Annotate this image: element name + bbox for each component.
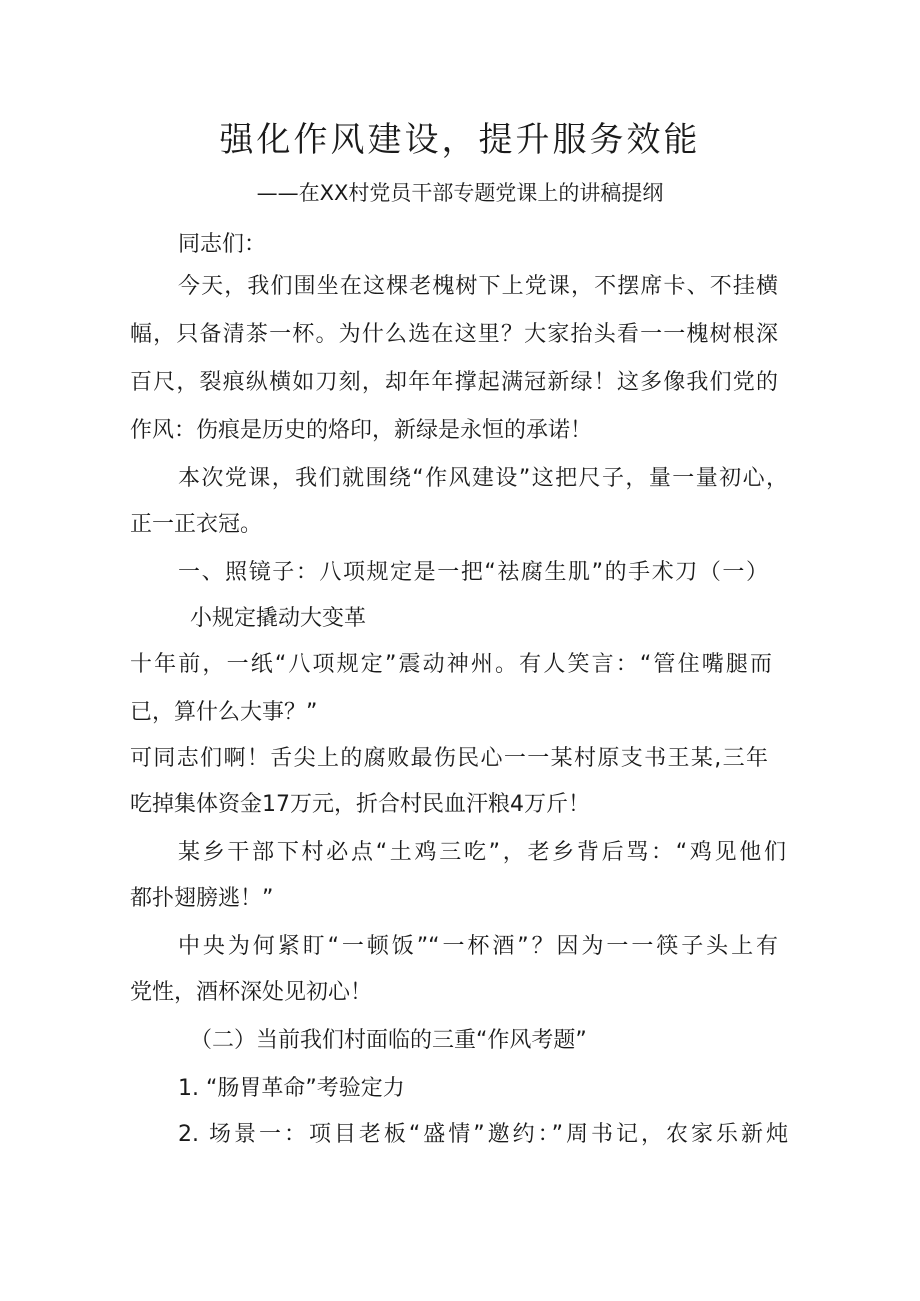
subsection-heading: 小规定撬动大变革 <box>190 606 367 631</box>
paragraph-line: 某乡干部下村必点“土鸡三吃”，老乡背后骂：“鸡见他们 <box>178 840 786 865</box>
list-item: 1. “肠胃革命”考验定力 <box>178 1076 405 1101</box>
paragraph-line: 中央为何紧盯“一顿饭”“一杯酒”？因为一一筷子头上有 <box>178 934 778 959</box>
paragraph-line: 作风：伤痕是历史的烙印，新绿是永恒的承诺！ <box>130 418 593 443</box>
paragraph-line: 都扑翅膀逃！” <box>130 886 274 911</box>
document-subtitle: ——在XX村党员干部专题党课上的讲稿提纲 <box>256 181 664 205</box>
paragraph-line: 幅，只备清茶一杯。为什么选在这里？大家抬头看一一槐树根深 <box>130 322 778 347</box>
paragraph-line: 十年前，一纸“八项规定”震动神州。有人笑言：“管住嘴腿而 <box>130 652 772 677</box>
paragraph-line: 党性，酒杯深处见初心！ <box>130 980 373 1005</box>
paragraph-line: 正一正衣冠。 <box>130 512 263 537</box>
section-heading: 一、照镜子：八项规定是一把“祛腐生肌”的手术刀（一） <box>178 560 768 585</box>
paragraph-line: 同志们： <box>178 232 267 257</box>
list-item: 2. 场景一：项目老板“盛情”邀约：”周书记，农家乐新炖 <box>178 1122 788 1147</box>
paragraph-line: 百尺，裂痕纵横如刀刻，却年年撑起满冠新绿！这多像我们党的 <box>130 370 778 395</box>
paragraph-line: 今天，我们围坐在这棵老槐树下上党课，不摆席卡、不挂横 <box>178 274 778 299</box>
document-title: 强化作风建设，提升服务效能 <box>219 120 701 160</box>
paragraph-line: 吃掉集体资金17万元，折合村民血汗粮4万斤！ <box>130 792 590 817</box>
paragraph-line: 已，算什么大事？” <box>130 700 318 725</box>
subsection-heading: （二）当前我们村面临的三重“作风考题” <box>190 1028 587 1053</box>
paragraph-line: 可同志们啊！舌尖上的腐败最伤民心一一某村原支书王某,三年 <box>130 746 768 771</box>
paragraph-line: 本次党课，我们就围绕“作风建设”这把尺子，量一量初心， <box>178 466 788 491</box>
